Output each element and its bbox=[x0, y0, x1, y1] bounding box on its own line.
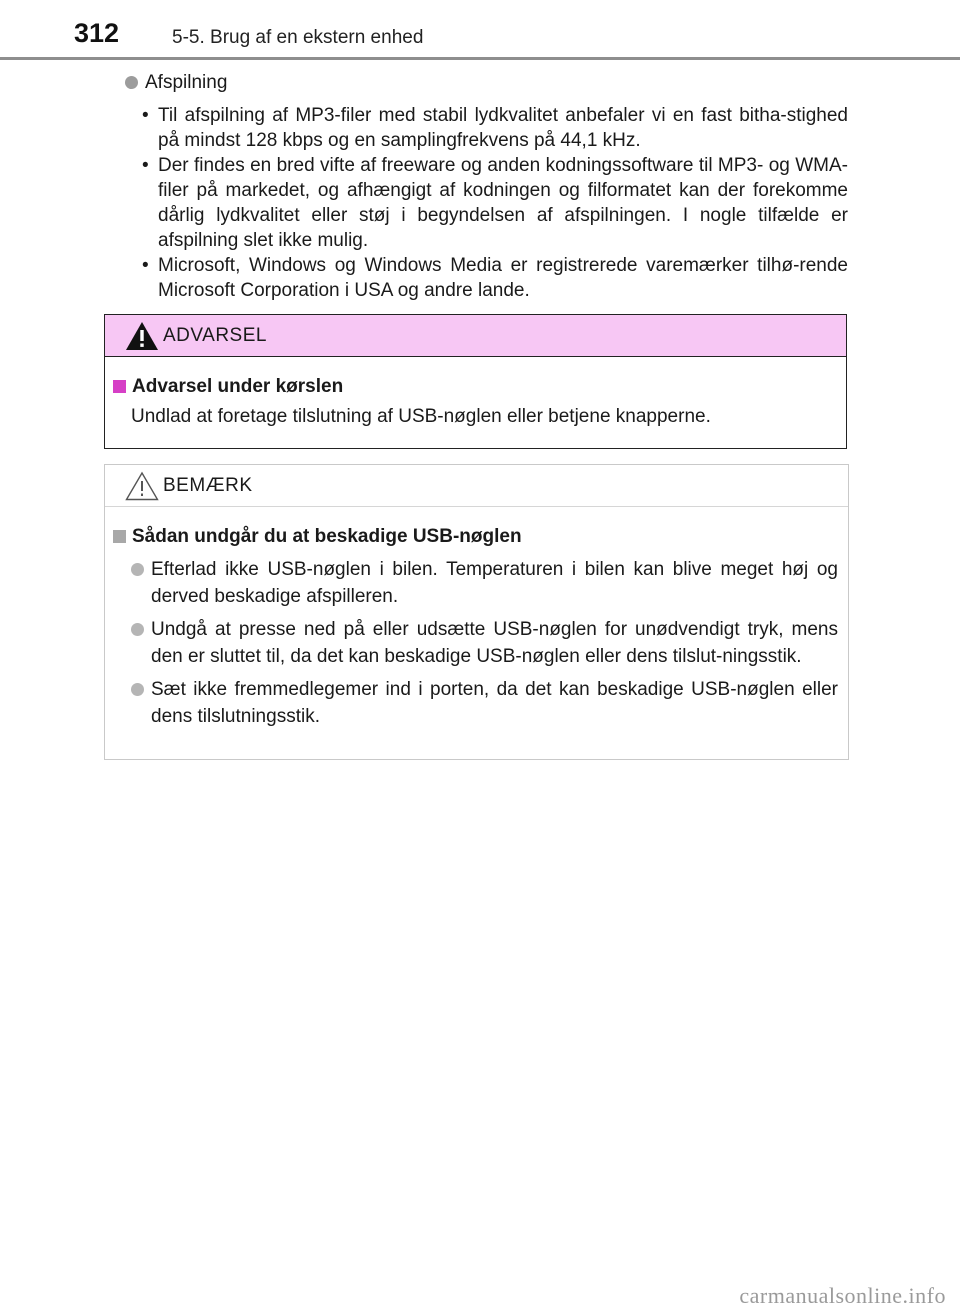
list-item: • Der findes en bred vifte af freeware og anden kodningssoftware til MP3- og WMA-filer på markedet, og afhængigt af kodningen og filformatet kan der forekomme dårlig lydkvalitet eller støj i begyndelsen af afspilningen. I nogle tilfælde er afspilning slet ikke mulig. bbox=[108, 153, 848, 253]
list-item: • Til afspilning af MP3-filer med stabil lydkvalitet anbefaler vi en fast bitha-stighed på mindst 128 kbps og en samplingfrekvens på 44,1 kHz. bbox=[108, 103, 848, 153]
note-item-text: Undgå at presse ned på eller udsætte USB-nøglen for unødvendigt tryk, mens den er sluttet til, da det kan beskadige USB-nøglen eller dens tilslut-ningsstik. bbox=[151, 619, 838, 667]
playback-section bbox=[108, 70, 848, 303]
circle-bullet-icon bbox=[131, 683, 144, 696]
list-item bbox=[113, 616, 838, 670]
page-header bbox=[0, 0, 960, 62]
note-subheading-row bbox=[113, 523, 838, 550]
caution-triangle-icon bbox=[125, 471, 159, 501]
note-subheading: Sådan undgår du at beskadige USB-nøglen bbox=[132, 526, 522, 547]
watermark: carmanualsonline.info bbox=[739, 1283, 946, 1308]
warning-box-header bbox=[105, 315, 846, 357]
note-box-body bbox=[105, 507, 848, 730]
warning-subheading: Advarsel under kørslen bbox=[132, 376, 344, 397]
note-item-text: Sæt ikke fremmedlegemer ind i porten, da det kan beskadige USB-nøglen eller dens tilslutningsstik. bbox=[151, 679, 838, 727]
playback-heading-row bbox=[108, 70, 848, 95]
section-title: 5-5. Brug af en ekstern enhed bbox=[172, 27, 424, 48]
note-box-header bbox=[105, 465, 848, 507]
circle-bullet-icon bbox=[131, 623, 144, 636]
list-item bbox=[113, 676, 838, 730]
note-box bbox=[104, 464, 849, 760]
square-bullet-icon bbox=[113, 380, 126, 393]
list-item bbox=[113, 556, 838, 610]
warning-box-label: ADVARSEL bbox=[163, 324, 267, 346]
circle-bullet-icon bbox=[131, 563, 144, 576]
square-bullet-icon bbox=[113, 530, 126, 543]
page-number: 312 bbox=[74, 18, 120, 48]
playback-heading: Afspilning bbox=[145, 72, 228, 93]
playback-bullet-list bbox=[108, 103, 848, 303]
note-box-label: BEMÆRK bbox=[163, 474, 253, 496]
warning-subheading-row bbox=[113, 373, 836, 400]
warning-triangle-icon bbox=[125, 321, 159, 351]
circle-bullet-icon bbox=[125, 76, 138, 89]
warning-text: Undlad at foretage tilslutning af USB-nøglen eller betjene knapperne. bbox=[131, 406, 711, 427]
warning-box bbox=[104, 314, 847, 449]
warning-box-body bbox=[105, 357, 846, 430]
note-item-list bbox=[113, 556, 838, 730]
list-item: • Microsoft, Windows og Windows Media er registrerede varemærker tilhø-rende Microsoft Corporation i USA og andre lande. bbox=[108, 253, 848, 303]
header-rule bbox=[0, 57, 960, 60]
note-item-text: Efterlad ikke USB-nøglen i bilen. Temperaturen i bilen kan blive meget høj og derved beskadige afspilleren. bbox=[151, 559, 838, 607]
